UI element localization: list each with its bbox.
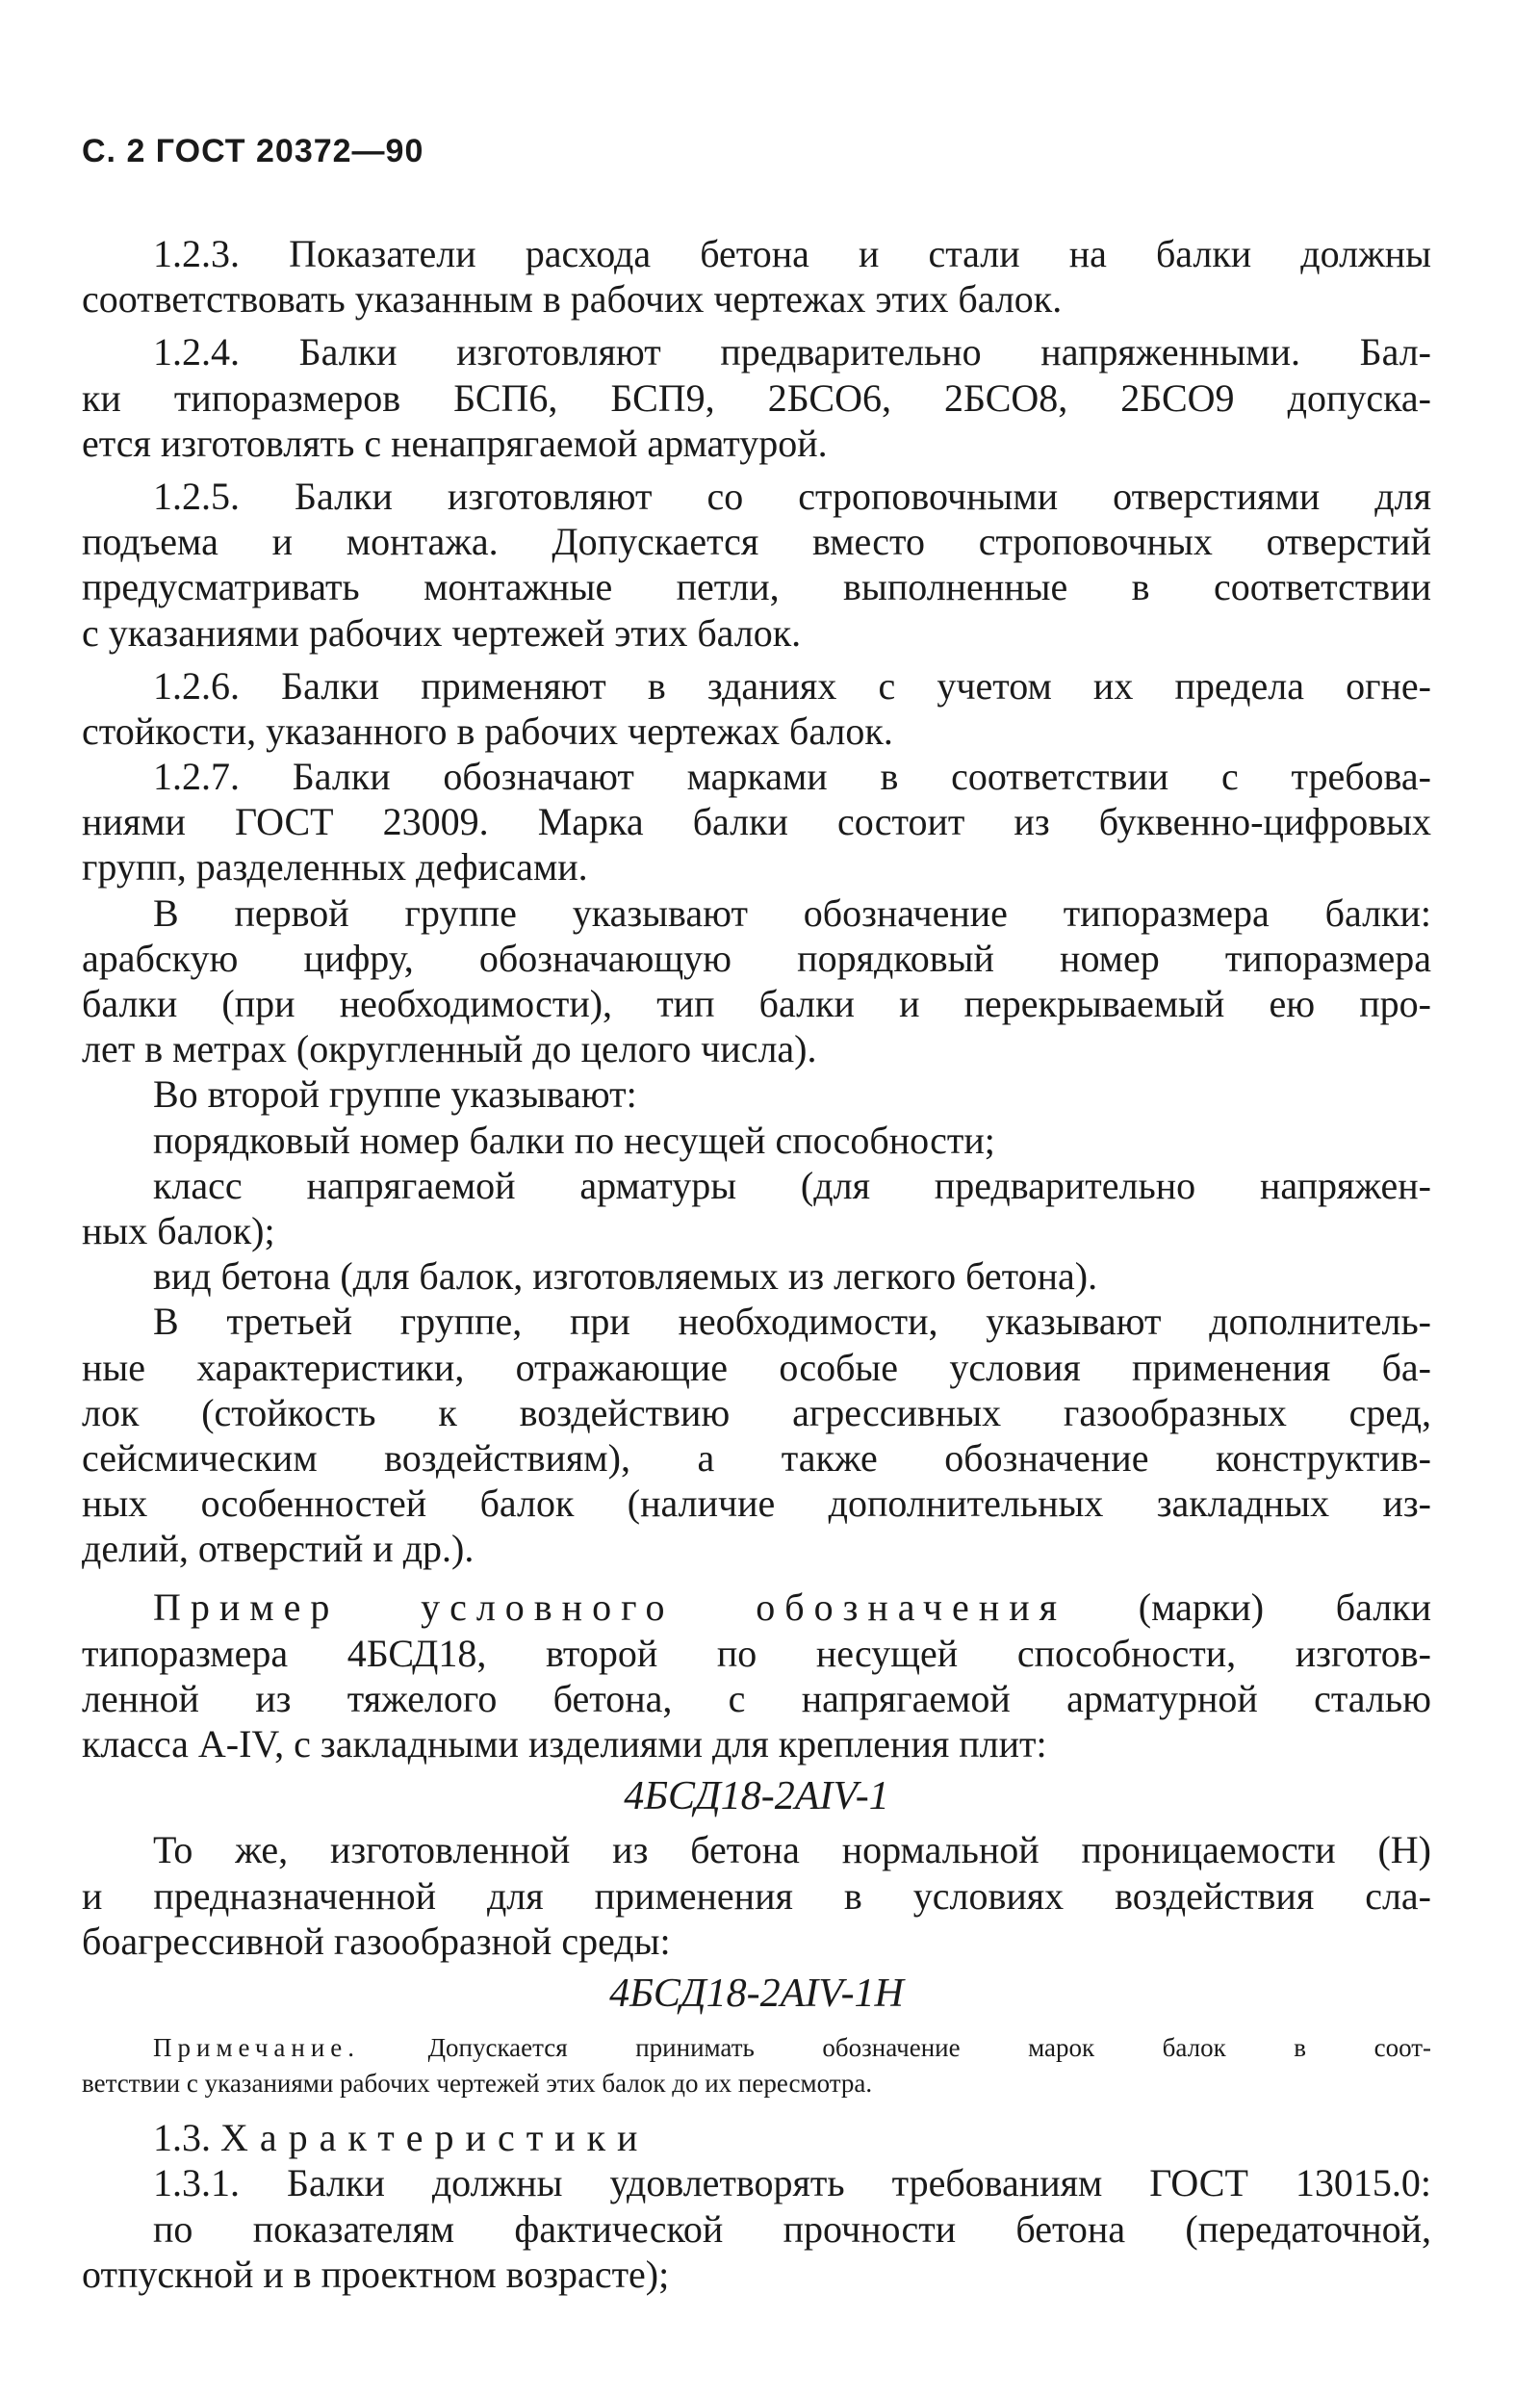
text-line: лок (стойкость к воздействию агрессивных газообразных сред,: [82, 1390, 1431, 1434]
text-line: лет в метрах (округленный до целого числа).: [82, 1027, 817, 1071]
text-line: ленной из тяжелого бетона, с напрягаемой арматурной сталью: [82, 1676, 1431, 1720]
document-body: [82, 231, 1431, 2297]
note: [82, 2030, 1431, 2101]
text-line: балки (при необходимости), тип балки и перекрываемый ею про-: [82, 982, 1431, 1025]
list-item: вид бетона (для балок, изготовляемых из легкого бетона).: [153, 1254, 1098, 1299]
mark-example-1: 4БСД18-2AIV-1: [624, 1774, 889, 1819]
note-line: ветствии с указаниями рабочих чертежей этих балок до их пересмотра.: [82, 2069, 873, 2099]
note-line: [82, 2030, 1431, 2066]
note-text: Допускается принимать обозначение марок балок в соот-: [427, 2033, 1432, 2063]
paragraph-1-2-3: [82, 231, 1431, 322]
section-heading: [82, 2115, 1431, 2160]
paragraph-1-2-6: [82, 663, 1431, 754]
list-item: порядковый номер балки по несущей способности;: [153, 1118, 995, 1162]
page-header: С. 2 ГОСТ 20372—90: [82, 133, 424, 169]
text-line: То же, изготовленной из бетона нормальной проницаемости (Н): [153, 1828, 1431, 1872]
paragraph-1-2-5: [82, 474, 1431, 656]
text-line: В третьей группе, при необходимости, указывают дополнитель-: [153, 1300, 1431, 1344]
paragraph-1-2-4: [82, 329, 1431, 466]
text-line: стойкости, указанного в рабочих чертежах балок.: [82, 709, 893, 753]
text-line: ных балок);: [82, 1208, 275, 1252]
section-title: Характеристики: [220, 2116, 650, 2160]
text-line: ные характеристики, отражающие особые условия применения ба-: [82, 1345, 1431, 1389]
text-line: предусматривать монтажные петли, выполненные в соответствии: [82, 565, 1431, 609]
text-line: отпускной и в проектном возрасте);: [82, 2252, 670, 2296]
text-line: соответствовать указанным в рабочих чертежах этих балок.: [82, 277, 1063, 322]
text-line: по показателям фактической прочности бетона (передаточной,: [153, 2206, 1431, 2251]
paragraph-1-3-1: [82, 2160, 1431, 2297]
text-line: и предназначенной для применения в условиях воздействия сла-: [82, 1873, 1431, 1918]
text-line: групп, разделенных дефисами.: [82, 845, 588, 889]
paragraph-first-group: [82, 890, 1431, 1072]
example-designation: [82, 1585, 1431, 1766]
list-item: [82, 1163, 1431, 1253]
example-label-rest: (марки) балки: [1138, 1585, 1432, 1630]
text-line: класса A-IV, с закладными изделиями для крепления плит:: [82, 1722, 1047, 1766]
text-line: [82, 1585, 1431, 1630]
text-line: боагрессивной газообразной среды:: [82, 1919, 671, 1963]
text-line: 1.2.6. Балки применяют в зданиях с учетом их предела огне-: [153, 663, 1431, 708]
text-line: ных особенностей балок (наличие дополнительных закладных из-: [82, 1482, 1431, 1526]
text-line: класс напрягаемой арматуры (для предварительно напряжен-: [153, 1163, 1431, 1207]
text-line: с указаниями рабочих чертежей этих балок.: [82, 610, 802, 655]
text-line: арабскую цифру, обозначающую порядковый номер типоразмера: [82, 936, 1431, 980]
text-line: ки типоразмеров БСП6, БСП9, 2БСО6, 2БСО8, 2БСО9 допуска-: [82, 375, 1431, 420]
example-designation-2: [82, 1827, 1431, 1964]
paragraph-second-group-intro: Во второй группе указывают:: [153, 1072, 637, 1117]
text-line: ниями ГОСТ 23009. Марка балки состоит из буквенно-цифровых: [82, 800, 1431, 844]
text-line: 1.3.1. Балки должны удовлетворять требованиям ГОСТ 13015.0:: [153, 2161, 1431, 2205]
text-line: 1.2.7. Балки обозначают марками в соответствии с требова-: [153, 755, 1431, 799]
mark-example-2: 4БСД18-2AIV-1Н: [609, 1971, 904, 2016]
note-label: Примечание.: [153, 2033, 361, 2063]
section-number: 1.3.: [153, 2116, 211, 2160]
paragraph-third-group: [82, 1299, 1431, 1571]
example-label: Пример условного обозначения: [153, 1585, 1067, 1630]
text-line: сейсмическим воздействиям), а также обозначение конструктив-: [82, 1435, 1431, 1480]
text-line: типоразмера 4БСД18, второй по несущей способности, изготов-: [82, 1631, 1431, 1675]
text-line: 1.2.3. Показатели расхода бетона и стали на балки должны: [153, 232, 1431, 275]
text-line: подъема и монтажа. Допускается вместо строповочных отверстий: [82, 520, 1431, 564]
text-line: ется изготовлять с ненапрягаемой арматурой.: [82, 421, 828, 465]
text-line: 1.2.5. Балки изготовляют со строповочными отверстиями для: [153, 474, 1431, 518]
text-line: делий, отверстий и др.).: [82, 1527, 475, 1571]
text-line: В первой группе указывают обозначение типоразмера балки:: [153, 890, 1431, 935]
paragraph-1-2-7: [82, 754, 1431, 890]
text-line: 1.2.4. Балки изготовляют предварительно напряженными. Бал-: [153, 330, 1431, 374]
